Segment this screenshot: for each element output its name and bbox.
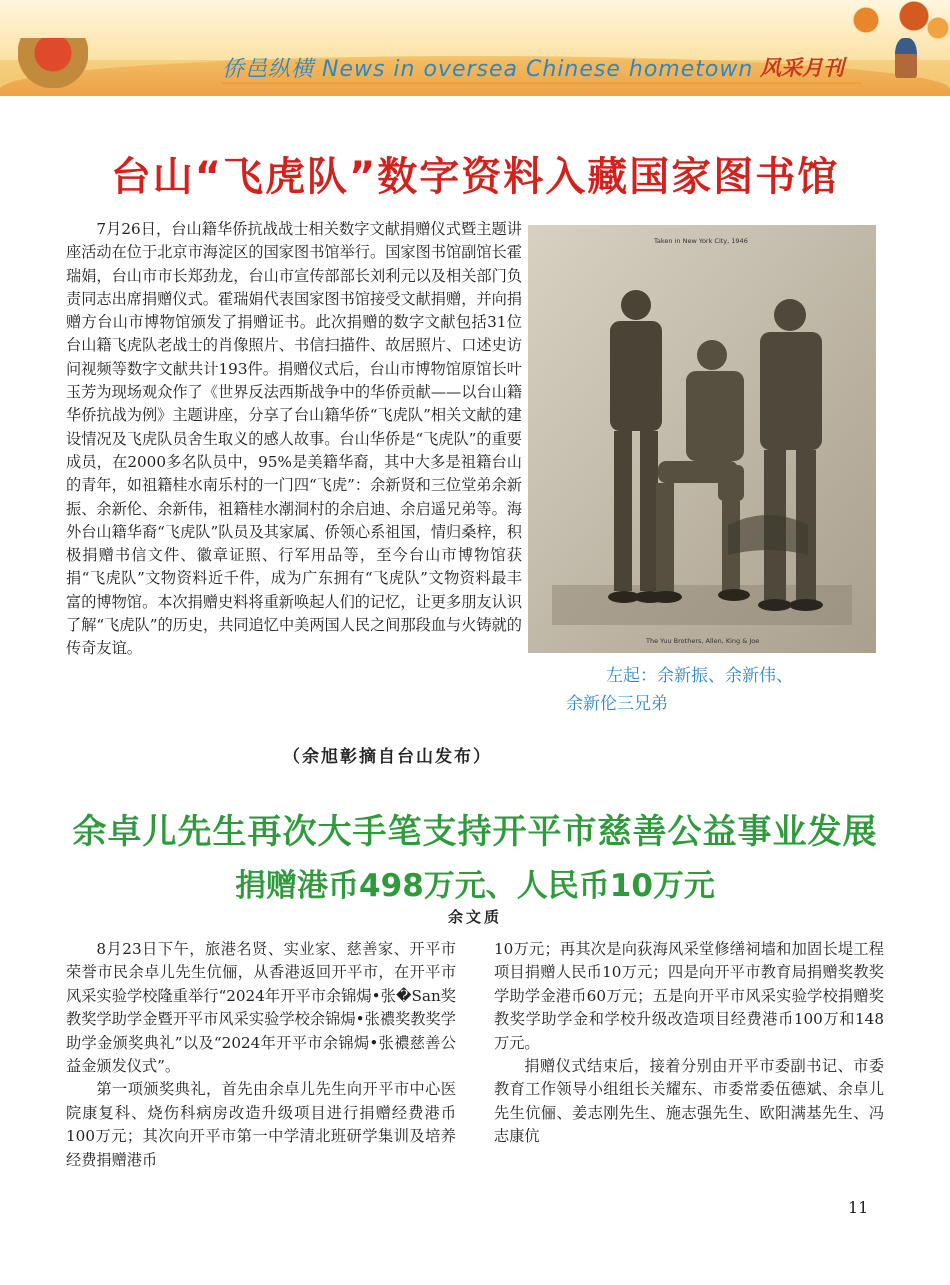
header-banner <box>0 0 950 96</box>
page-number: 11 <box>848 1198 869 1217</box>
article2-author: 余文质 <box>447 908 502 926</box>
article1-body <box>66 218 522 661</box>
photo-caption-line2: 余新伦三兄弟 <box>566 694 668 714</box>
article2-subtitle: 捐赠港币498万元、人民币10万元 <box>235 868 715 904</box>
article2-right-column <box>494 938 884 1149</box>
article2-paragraph: 第一项颁奖典礼，首先由余卓儿先生向开平市中心医院康复科、烧伤科病房改造升级项目进行捐赠经费港币100万元；其次向开平市第一中学清北班研学集训及培养经费捐赠港币 <box>66 1080 456 1169</box>
magazine-name: 风采月刊 <box>760 55 844 80</box>
article1-title: 台山“飞虎队”数字资料入藏国家图书馆 <box>110 154 840 200</box>
photo-inscription-bottom: The Yuu Brothers, Allen, King & Joe <box>646 637 760 645</box>
article2-paragraph: 8月23日下午，旅港名贤、实业家、慈善家、开平市荣誉市民余卓儿先生伉俪，从香港返回开平市，在开平市风采实验学校隆重举行“2024年开平市余锦焗•张�San奖教奖学助学金暨开平市风采实验学校余锦焗•张禯奖教奖学助学金颁奖典礼”以及“2024年开平市余锦焗•张禯慈善公益金颁发仪式”。 <box>66 940 456 1076</box>
article1-paragraph: 7月26日，台山籍华侨抗战战士相关数字文献捐赠仪式暨主题讲座活动在位于北京市海淀区的国家图书馆举行。国家图书馆副馆长霍瑞娟，台山市市长郑劲龙，台山市宣传部部长刘利元以及相关部门负责同志出席捐赠仪式。霍瑞娟代表国家图书馆接受文献捐赠，并向捐赠方台山市博物馆颁发了捐赠证书。此次捐赠的数字文献包括31位台山籍飞虎队老战士的肖像照片、书信扫描件、故居照片、口述史访问视频等数字文献共计193件。捐赠仪式后，台山市博物馆原馆长叶玉芳为现场观众作了《世界反法西斯战争中的华侨贡献——以台山籍华侨抗战为例》主题讲座，分享了台山籍华侨“飞虎队”相关文献的建设情况及飞虎队员舍生取义的感人故事。台山华侨是“飞虎队”的重要成员，在2000多名队员中，95%是美籍华裔，其中大多是祖籍台山的青年，如祖籍桂水南乐村的一门四“飞虎”：余新贤和三位堂弟余新振、余新伦、余新伟，祖籍桂水潮洞村的余启迪、余启遥兄弟等。海外台山籍华裔“飞虎队”队员及其家属、侨领心系祖国，情归桑梓，积极捐赠书信文件、徽章证照、行军用品等，至今台山市博物馆获捐“飞虎队”文物资料近千件，成为广东拥有“飞虎队”文物资料最丰富的博物馆。本次捐赠史料将重新唤起人们的记忆，让更多朋友认识了解“飞虎队”的历史，共同追忆中美两国人民之间那段血与火铸就的传奇友谊。 <box>66 220 522 658</box>
harvest-basket-illustration <box>18 38 88 88</box>
article2-paragraph: 捐赠仪式结束后，接着分别由开平市委副书记、市委教育工作领导小组组长关耀东、市委常委伍德斌、余卓儿先生伉俪、姜志刚先生、施志强先生、欧阳满基先生、冯志康伉 <box>494 1057 884 1146</box>
autumn-leaves-decoration <box>830 0 950 40</box>
photo-inscription-top: Taken in New York City, 1946 <box>654 237 748 245</box>
header-divider <box>222 82 862 84</box>
farmer-figure-illustration <box>895 38 917 78</box>
yuu-brothers-photo <box>528 225 876 653</box>
article2-title: 余卓儿先生再次大手笔支持开平市慈善公益事业发展 <box>72 812 878 852</box>
banner-sky <box>0 0 950 60</box>
article1-credit: （余旭彰摘自台山发布） <box>283 747 492 767</box>
section-title: 侨邑纵横 News in oversea Chinese hometown <box>222 57 754 82</box>
photo-illustration <box>528 225 876 653</box>
photo-caption-line1: 左起：余新振、余新伟、 <box>606 666 793 686</box>
article2-paragraph: 10万元；再其次是向荻海风采堂修缮祠墙和加固长堤工程项目捐赠人民币10万元；四是向开平市教育局捐赠奖教奖学助学金港币60万元；五是向开平市风采实验学校捐赠奖教奖学助学金和学校升级改造项目经费港币100万和148万元。 <box>494 940 884 1052</box>
article2-left-column <box>66 938 456 1172</box>
photo-caption <box>566 662 866 718</box>
